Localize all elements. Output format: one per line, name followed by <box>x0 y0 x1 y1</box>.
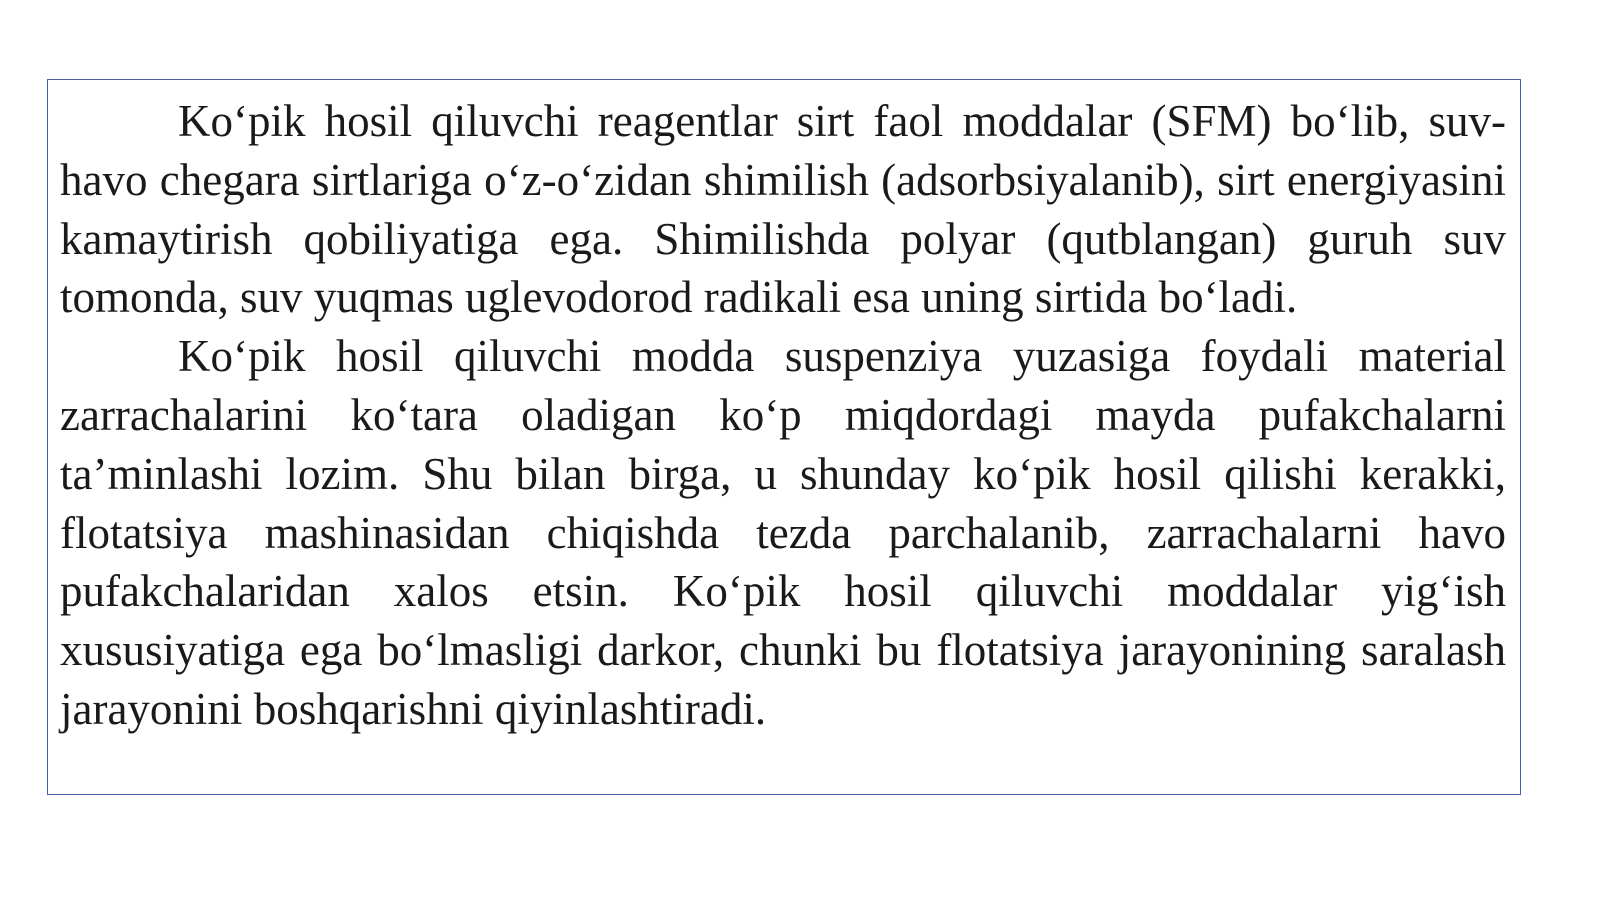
text-frame <box>47 79 1521 795</box>
paragraph-1: Ko‘pik hosil qiluvchi reagentlar sirt faol moddalar (SFM) bo‘lib, suv-havo chegara sirtlariga o‘z-o‘zidan shimilish (adsorbsiyalanib), sirt energiyasini kamaytirish qobiliyatiga ega. Shimilishda polyar (qutblangan) guruh suv tomonda, suv yuqmas uglevodorod radikali esa uning sirtida bo‘ladi. <box>60 96 1506 323</box>
paragraph-2: Ko‘pik hosil qiluvchi modda suspenziya yuzasiga foydali material zarrachalarini ko‘tara oladigan ko‘p miqdordagi mayda pufakchalarni ta’minlashi lozim. Shu bilan birga, u shunday ko‘pik hosil qilishi kerakki, flotatsiya mashinasidan chiqishda tezda parchalanib, zarrachalarni havo pufakchalaridan xalos etsin. Ko‘pik hosil qiluvchi moddalar yig‘ish xususiyatiga ega bo‘lmasligi darkor, chunki bu flotatsiya jarayonining saralash jarayonini boshqarishni qiyinlashtiradi. <box>60 331 1506 734</box>
